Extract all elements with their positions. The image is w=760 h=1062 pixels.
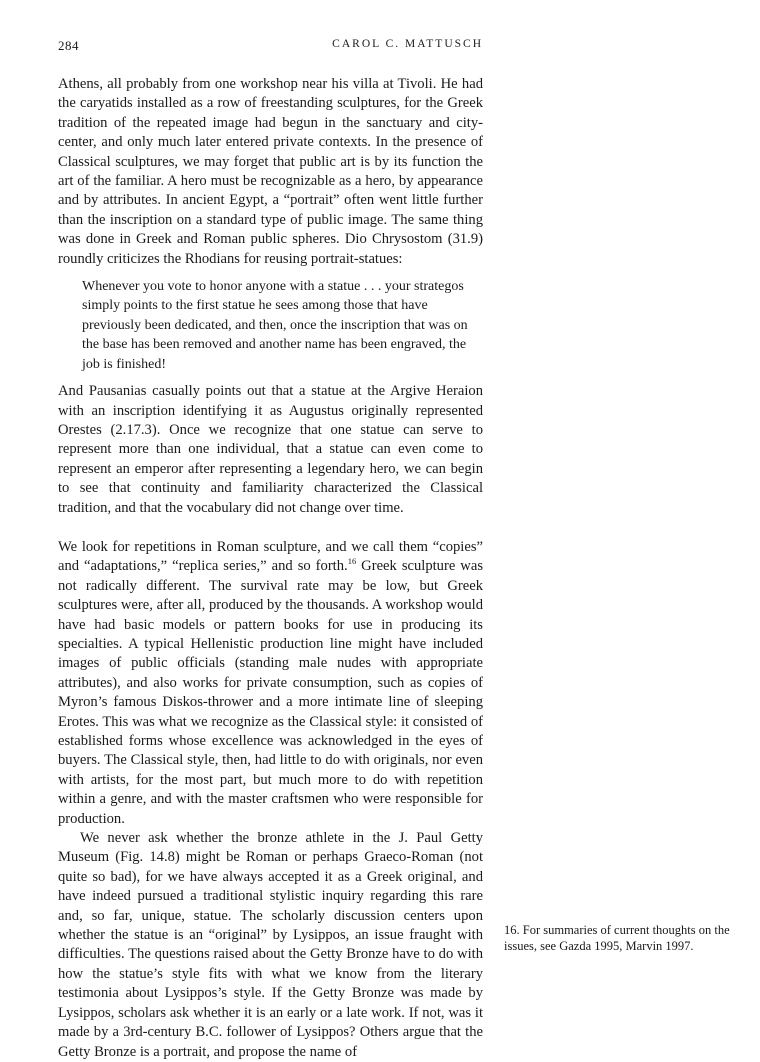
paragraph-3-text-a: We look for repetitions in Roman sculpture, and we call them “copies” and “adaptations,” “replica series,” and so forth. bbox=[58, 538, 483, 575]
paragraph-3 bbox=[58, 538, 483, 829]
paragraph-3-text-b: Greek sculpture was not radically different. The survival rate may be low, but Greek sculptures were, after all, produced by the thousands. A workshop would have had basic models or pattern books for use in producing its specialties. A typical Hellenistic production line might have included images of public officials (standing male nudes with appropriate attributes), and also works for private consumption, such as copies of Myron’s famous Diskos-thrower and a more intimate line of sleeping Erotes. This was what we recognize as the Classical style: it consisted of established forms whose excellence was acknowledged in the eyes of buyers. The Classical style, then, had little to do with originals, nor even with artists, for the most part, but much more to do with repetition within a genre, and with the master craftsmen who were responsible for production. bbox=[58, 558, 483, 827]
paragraph-2: And Pausanias casually points out that a statue at the Argive Heraion with an inscription identifying it as Augustus originally represented Orestes (2.17.3). Once we recognize that one statue can serve to represent more than one individual, that a statue can even come to represent an emperor after representing a legendary hero, we can begin to see that continuity and familiarity characterized the Classical tradition, and that the vocabulary did not change over time. bbox=[58, 383, 483, 516]
page-number: 284 bbox=[58, 38, 79, 53]
footnote-ref-16[interactable]: 16 bbox=[347, 556, 357, 567]
block-quote: Whenever you vote to honor anyone with a statue . . . your strategos simply points to the first statue he sees among those that have previously been dedicated, and then, once the inscription that was on the base has been removed and another name has been engraved, the job is finished! bbox=[82, 279, 468, 372]
footnote-16: 16. For summaries of current thoughts on the issues, see Gazda 1995, Marvin 1997. bbox=[504, 923, 730, 953]
paragraph-1: Athens, all probably from one workshop near his villa at Tivoli. He had the caryatids installed as a row of freestanding sculptures, for the Greek tradition of the repeated image had begun in the sanctuary and city-center, and only much later entered private contexts. In the presence of Classical sculptures, we may forget that public art is by its function the art of the familiar. A hero must be recognizable as a hero, by appearance and by attributes. In ancient Egypt, a “portrait” often went little further than the inscription on a standard type of public image. The same thing was done in Greek and Roman public spheres. Dio Chrysostom (31.9) roundly criticizes the Rhodians for reusing portrait-statues: bbox=[58, 76, 483, 267]
running-head bbox=[58, 38, 483, 58]
main-text-column bbox=[58, 75, 483, 1062]
section-break bbox=[58, 518, 483, 538]
paragraph-4: We never ask whether the bronze athlete in the J. Paul Getty Museum (Fig. 14.8) might be Roman or perhaps Graeco-Roman (not quite so bad), for we have always accepted it as a Greek original, and have indeed pursued a traditional stylistic inquiry regarding this rare and, so far, unique, statue. The scholarly discussion centers upon whether the statue is an “original” by Lysippos, an issue fraught with difficulties. The questions raised about the Getty Bronze have to do with how the statue’s style fits with what we know from the literary testimonia about Lysippos’s style. If the Getty Bronze was made by Lysippos, scholars ask whether it is an early or a late work. If not, was it made by a 3rd-century B.C. follower of Lysippos? Others argue that the Getty Bronze is a portrait, and propose the name of bbox=[58, 830, 483, 1060]
running-head-author: CAROL C. MATTUSCH bbox=[332, 38, 483, 50]
